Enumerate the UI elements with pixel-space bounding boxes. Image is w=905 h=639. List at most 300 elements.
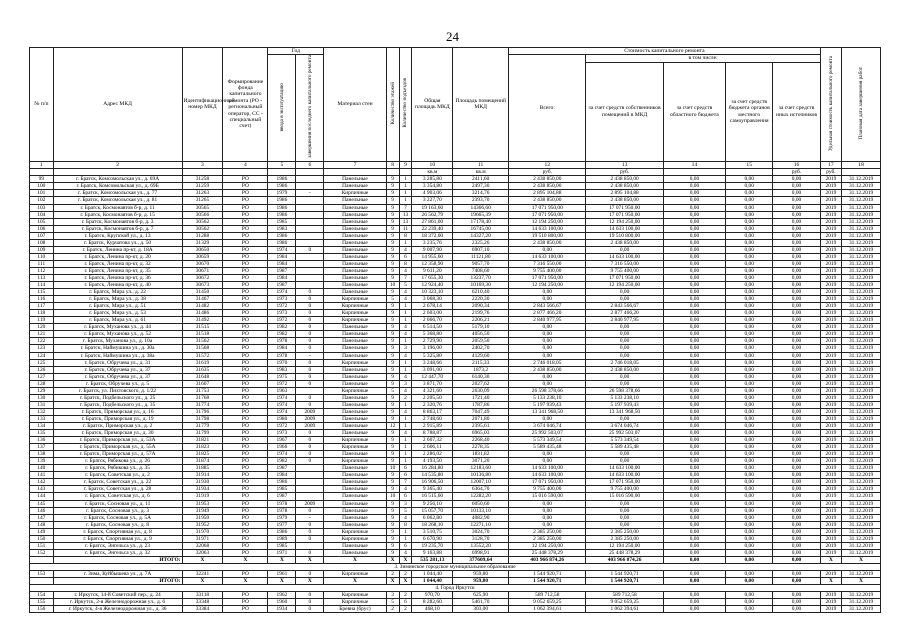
header-no: № п/п (30, 48, 54, 162)
table-cell: 31779 (182, 422, 223, 429)
column-number: 12 (509, 161, 586, 168)
table-cell: 1974 (268, 408, 296, 415)
table-cell: 31.12.2019 (842, 352, 881, 359)
table-cell: 6 670,90 (412, 535, 453, 542)
capital-repair-table (29, 47, 881, 613)
table-cell: РО (223, 211, 268, 218)
table-cell: 3128,70 (453, 535, 509, 542)
table-cell: 3 235,76 (412, 239, 453, 246)
table-cell: РО (223, 232, 268, 239)
table-cell: 2019 (820, 570, 841, 577)
table-cell: 9 755 400,00 (586, 267, 663, 274)
table-cell: 1982 (268, 324, 296, 331)
table-cell: 0,00 (663, 599, 725, 606)
table-cell: Панельные (324, 549, 386, 556)
table-cell: РО (223, 310, 268, 317)
table-cell: 16 906,50 (412, 479, 453, 486)
header-plan-date: Плановая дата завершения работ (842, 48, 881, 162)
table-cell: 8 863,17 (412, 408, 453, 415)
table-cell: 0,00 (773, 352, 820, 359)
table-cell: 10169,30 (453, 282, 509, 289)
table-cell: 17 071 950,00 (509, 479, 586, 486)
table-cell: 9 (386, 289, 399, 296)
table-cell: 2059,50 (453, 338, 509, 345)
total-cell: Х (182, 556, 223, 563)
header-address: Адрес МКД (53, 48, 182, 162)
table-cell: 3 091,00 (412, 366, 453, 373)
table-cell: г. Братск, Сосновая ул., д. 8 (53, 521, 182, 528)
table-cell: 18 372,00 (412, 232, 453, 239)
table-cell: 959,80 (453, 570, 509, 577)
table-cell: 1973 (268, 430, 296, 437)
table-cell: 9 (386, 267, 399, 274)
table-cell: 2 438 850,00 (586, 176, 663, 183)
table-cell: г. Братск, Комсомольская ул., д. 77 (53, 190, 182, 197)
total-cell: Х (386, 556, 399, 563)
table-cell: 31.12.2019 (842, 183, 881, 190)
table-cell: 32063 (182, 549, 223, 556)
table-cell: Панельные (324, 408, 386, 415)
table-cell: 0,00 (726, 331, 773, 338)
total-cell: Х (223, 556, 268, 563)
table-cell: 31.12.2019 (842, 331, 881, 338)
table-cell: 31.12.2019 (842, 486, 881, 493)
table-cell: 0,00 (726, 437, 773, 444)
table-cell: РО (223, 599, 268, 606)
table-cell: Панельные (324, 267, 386, 274)
table-cell: 131 (30, 401, 54, 408)
table-cell: 0 (296, 535, 324, 542)
table-cell: 1987 (268, 493, 296, 500)
table-cell: 2 843 566,67 (509, 303, 586, 310)
table-cell: 0,00 (726, 338, 773, 345)
total-cell: ИТОГО: (53, 556, 182, 563)
table-cell: Панельные (324, 380, 386, 387)
table-cell: 0,00 (726, 190, 773, 197)
column-number: 6 (296, 161, 324, 168)
table-cell: г. Братск, Мира ул., д. 22 (53, 289, 182, 296)
table-cell: 0,00 (773, 465, 820, 472)
table-cell: 2 748,60 (412, 415, 453, 422)
table-cell: 2019 (820, 352, 841, 359)
table-cell: 31970 (182, 528, 223, 535)
column-number: 13 (586, 161, 663, 168)
table-cell: 2019 (820, 606, 841, 613)
table-cell: 31.12.2019 (842, 176, 881, 183)
table-cell: 8 282,60 (412, 599, 453, 606)
table-cell: 2090,34 (453, 303, 509, 310)
table-cell: 7 (399, 275, 412, 282)
table-cell: 0,00 (773, 430, 820, 437)
table-cell: 6140,30 (453, 373, 509, 380)
table-cell: 0,00 (773, 366, 820, 373)
table-cell: г. Братск, Энгельса ул., д. 32 (53, 549, 182, 556)
table-cell: Бревна (брус) (324, 606, 386, 613)
table-cell: 10133,10 (453, 507, 509, 514)
table-row (30, 246, 881, 253)
table-cell: 2019 (820, 296, 841, 303)
table-cell: 1986 (268, 183, 296, 190)
table-cell: Панельные (324, 282, 386, 289)
table-cell: 0,00 (726, 401, 773, 408)
table-cell: г. Братск, Мира ул., д. 51 (53, 303, 182, 310)
table-cell: 30659 (182, 253, 223, 260)
table-row (30, 225, 881, 232)
table-cell: 149 (30, 528, 54, 535)
table-cell: 12 (386, 422, 399, 429)
table-cell: 1984 (268, 472, 296, 479)
table-cell: 31.12.2019 (842, 422, 881, 429)
table-cell: 1979 (268, 190, 296, 197)
table-cell: 1986 (268, 197, 296, 204)
table-row (30, 521, 881, 528)
table-cell: 1 (399, 190, 412, 197)
table-cell: Панельные (324, 486, 386, 493)
table-cell: 107 (30, 232, 54, 239)
table-cell: Панельные (324, 479, 386, 486)
table-cell: 0,00 (773, 422, 820, 429)
table-cell: 0,00 (509, 415, 586, 422)
table-cell: 33384 (182, 606, 223, 613)
total-cell: Х (842, 578, 881, 585)
table-cell: 31.12.2019 (842, 359, 881, 366)
table-cell: РО (223, 204, 268, 211)
table-cell: 9 (386, 486, 399, 493)
table-cell: 14 633 100,00 (509, 253, 586, 260)
table-cell: 114 (30, 282, 54, 289)
table-cell: 0,00 (773, 267, 820, 274)
table-cell: РО (223, 500, 268, 507)
table-cell: 0,00 (726, 486, 773, 493)
table-cell: 2395,61 (453, 422, 509, 429)
table-cell: 1 544 920,71 (509, 570, 586, 577)
table-cell: 3 871,70 (412, 380, 453, 387)
table-cell: Панельные (324, 345, 386, 352)
table-cell: 2 (399, 394, 412, 401)
table-cell: 31949 (182, 507, 223, 514)
table-cell: 31.12.2019 (842, 253, 881, 260)
table-cell: 0,00 (663, 211, 725, 218)
table-cell: 0,00 (773, 317, 820, 324)
table-cell: Панельные (324, 225, 386, 232)
table-cell: 2019 (820, 542, 841, 549)
table-cell: Панельные (324, 422, 386, 429)
table-cell: 31.12.2019 (842, 535, 881, 542)
table-cell: 31.12.2019 (842, 303, 881, 310)
table-row (30, 394, 881, 401)
table-cell: 0,00 (586, 500, 663, 507)
table-cell: 0,00 (586, 507, 663, 514)
table-cell: 31799 (182, 430, 223, 437)
table-cell: г. Братск, Мира ул., д. 38 (53, 296, 182, 303)
table-cell: 0,00 (663, 500, 725, 507)
table-cell: 2 729,90 (412, 338, 453, 345)
table-cell: 9 (386, 324, 399, 331)
table-cell: 31.12.2019 (842, 324, 881, 331)
table-row (30, 479, 881, 486)
table-cell: 2 (399, 592, 412, 599)
table-cell: 2019 (820, 451, 841, 458)
table-cell: 1978 (268, 500, 296, 507)
column-number: 1 (30, 161, 54, 168)
table-cell: 9 (386, 239, 399, 246)
table-cell: 4 321,60 (412, 387, 453, 394)
table-row (30, 232, 881, 239)
table-cell: 150 (30, 535, 54, 542)
table-cell: 0,00 (726, 507, 773, 514)
table-cell: 0,00 (586, 331, 663, 338)
table-cell: 31.12.2019 (842, 465, 881, 472)
table-cell: 3 510,75 (412, 528, 453, 535)
table-cell: 8 (399, 521, 412, 528)
table-cell: 9 (386, 317, 399, 324)
table-cell: 0,00 (509, 458, 586, 465)
table-cell: 5 (399, 282, 412, 289)
table-cell: 30670 (182, 260, 223, 267)
table-cell: 1974 (268, 401, 296, 408)
table-cell: 12 194 250,00 (509, 282, 586, 289)
table-cell: 1961 (268, 570, 296, 577)
table-cell: 2 438 850,00 (509, 366, 586, 373)
table-cell (296, 472, 324, 479)
table-cell: 31.12.2019 (842, 190, 881, 197)
table-cell: г. Братск, Мира ул., д. 53 (53, 310, 182, 317)
table-cell: 1973 (268, 296, 296, 303)
table-cell: 10 (386, 282, 399, 289)
table-cell: 1982 (268, 331, 296, 338)
table-cell: г. Братск, Приморская ул., д. 19 (53, 415, 182, 422)
table-cell: 31.12.2019 (842, 451, 881, 458)
table-cell: 9 (386, 408, 399, 415)
table-cell: 0,00 (773, 599, 820, 606)
table-cell: 0,00 (773, 225, 820, 232)
table-cell: 113 (30, 275, 54, 282)
table-cell: 9 (386, 260, 399, 267)
table-cell: 111 (30, 260, 54, 267)
table-cell: 0,00 (726, 387, 773, 394)
table-cell: 2019 (820, 289, 841, 296)
table-cell: 13552,20 (453, 542, 509, 549)
table-cell: 2019 (820, 507, 841, 514)
table-cell: 9 (386, 190, 399, 197)
table-cell: РО (223, 451, 268, 458)
table-cell: 106 (30, 225, 54, 232)
table-cell: 0,00 (773, 486, 820, 493)
table-row (30, 352, 881, 359)
table-cell: 31.12.2019 (842, 606, 881, 613)
table-cell: 1974 (268, 289, 296, 296)
table-cell: Кирпичные (324, 458, 386, 465)
table-cell: 0,00 (509, 521, 586, 528)
table-cell: 0 (296, 592, 324, 599)
table-cell: 13 341 968,50 (509, 408, 586, 415)
table-cell: 0,00 (663, 366, 725, 373)
table-row (30, 267, 881, 274)
table-cell: 0,00 (586, 246, 663, 253)
table-cell: 9 755 400,00 (509, 267, 586, 274)
table-cell: 1974 (268, 246, 296, 253)
table-cell: 2 840 977,95 (586, 317, 663, 324)
table-cell: 2009 (296, 500, 324, 507)
table-cell: 9 163,88 (412, 549, 453, 556)
table-cell: 0,00 (726, 430, 773, 437)
table-cell: 0 (296, 599, 324, 606)
section-row (30, 585, 881, 592)
table-cell: 2019 (820, 472, 841, 479)
table-cell: 31288 (182, 232, 223, 239)
page-number: 24 (446, 29, 459, 44)
table-row (30, 592, 881, 599)
table-cell: г. Братск, Наймушина ул., д. 30а (53, 345, 182, 352)
table-cell: РО (223, 303, 268, 310)
table-row (30, 599, 881, 606)
table-cell: 17 071 950,00 (586, 211, 663, 218)
header-premises-area: Площадь помещений МКД (453, 48, 509, 162)
table-cell: 7 316 550,00 (509, 260, 586, 267)
table-cell: 2206,21 (453, 317, 509, 324)
table-cell: 5 573 349,54 (509, 437, 586, 444)
table-cell: 0,00 (663, 465, 725, 472)
total-cell: Х (223, 578, 268, 585)
table-cell: 2019 (820, 401, 841, 408)
table-cell: 1973 (268, 310, 296, 317)
table-cell: г. Иркутск, 2-я Железнодорожная ул., д. 6 (53, 599, 182, 606)
table-cell: Панельные (324, 183, 386, 190)
table-cell: 9 (386, 211, 399, 218)
table-cell: 9 (386, 479, 399, 486)
table-cell: 4 903,06 (412, 190, 453, 197)
table-cell: 9 (386, 218, 399, 225)
table-cell: 1 (399, 528, 412, 535)
table-cell: РО (223, 472, 268, 479)
table-cell: 1985 (268, 542, 296, 549)
table-cell: 0,00 (726, 592, 773, 599)
table-cell: 15 057,70 (412, 507, 453, 514)
table-cell: 156 (30, 606, 54, 613)
table-cell: г. Братск, Советская ул., д. 22 (53, 479, 182, 486)
table-row (30, 260, 881, 267)
table-cell: 2019 (820, 493, 841, 500)
table-cell: 31.12.2019 (842, 521, 881, 528)
table-cell: г. Братск, Спортивная ул., д. 8 (53, 528, 182, 535)
table-cell: 0,00 (663, 528, 725, 535)
table-cell: 31.12.2019 (842, 549, 881, 556)
table-cell: 0,00 (773, 296, 820, 303)
table-cell: 1934 (268, 606, 296, 613)
table-cell: 31.12.2019 (842, 204, 881, 211)
table-cell: 0 (296, 570, 324, 577)
table-cell: 123 (30, 345, 54, 352)
table-cell: 1831,82 (453, 451, 509, 458)
table-cell: 3 285,80 (412, 176, 453, 183)
total-cell: ИТОГО: (53, 578, 182, 585)
table-cell: 31492 (182, 317, 223, 324)
table-cell: 2019 (820, 514, 841, 521)
table-cell: 0,00 (773, 218, 820, 225)
table-cell: 0,00 (726, 239, 773, 246)
table-cell: 2019 (820, 232, 841, 239)
table-row (30, 542, 881, 549)
unit-other: руб. (773, 168, 820, 175)
table-cell: 12 447,70 (412, 373, 453, 380)
table-cell: 31.12.2019 (842, 514, 881, 521)
table-cell: 109 (30, 246, 54, 253)
table-cell: г. Братск, Комсомольская ул., д. 81 (53, 197, 182, 204)
table-cell: РО (223, 549, 268, 556)
table-cell: 4 (399, 352, 412, 359)
table-cell: Панельные (324, 197, 386, 204)
table-cell: 14 633 100,00 (509, 465, 586, 472)
table-row (30, 253, 881, 260)
table-cell: 13 (399, 218, 412, 225)
table-cell: 2393,70 (453, 197, 509, 204)
table-cell: 140 (30, 465, 54, 472)
total-cell: Х (399, 578, 412, 585)
table-cell: 0,00 (726, 415, 773, 422)
table-cell: 1 (399, 338, 412, 345)
table-cell: 31.12.2019 (842, 317, 881, 324)
table-cell: 26 562,79 (412, 211, 453, 218)
column-number: 14 (663, 161, 725, 168)
table-cell: 15 016 590,00 (509, 493, 586, 500)
table-cell: 31950 (182, 514, 223, 521)
table-cell: Панельные (324, 451, 386, 458)
table-cell: 0,00 (726, 549, 773, 556)
table-cell: 2 385 250,00 (586, 528, 663, 535)
table-cell: 0,00 (726, 260, 773, 267)
total-cell: 1 044,40 (412, 578, 453, 585)
table-cell: 25 992 503,07 (586, 430, 663, 437)
table-row (30, 317, 881, 324)
table-cell: 2019 (820, 303, 841, 310)
table-cell: 25 448 378,29 (509, 549, 586, 556)
header-column-numbers (30, 161, 881, 168)
table-cell: 12 358,90 (412, 260, 453, 267)
table-row (30, 275, 881, 282)
table-cell: 31.12.2019 (842, 479, 881, 486)
header-incl: в том числе: (586, 55, 820, 62)
table-cell: 0,00 (586, 521, 663, 528)
table-cell: 0,00 (663, 303, 725, 310)
table-cell: Кирпичные (324, 592, 386, 599)
table-cell: 138 (30, 451, 54, 458)
table-cell: 1986 (268, 204, 296, 211)
table-cell: 134 (30, 422, 54, 429)
total-cell: Х (386, 578, 399, 585)
table-cell: 0 (296, 296, 324, 303)
table-cell: Кирпичные (324, 310, 386, 317)
column-number: 18 (842, 161, 881, 168)
table-cell: 589 712,58 (509, 592, 586, 599)
unit-total: руб. (509, 168, 586, 175)
table-cell: 5461,70 (453, 599, 509, 606)
table-cell: РО (223, 190, 268, 197)
table-cell: 125 (30, 359, 54, 366)
table-cell: 9 256,10 (412, 500, 453, 507)
table-cell: 2019 (820, 465, 841, 472)
table-cell: 2019 (820, 521, 841, 528)
total-cell: Х (268, 556, 296, 563)
table-cell: 1 544 920,71 (586, 570, 663, 577)
table-cell: 30672 (182, 275, 223, 282)
table-cell: 2268,40 (453, 437, 509, 444)
table-row (30, 289, 881, 296)
table-cell: 0,00 (773, 204, 820, 211)
table-cell: 31.12.2019 (842, 493, 881, 500)
table-cell: 133 (30, 415, 54, 422)
table-cell: 9 (386, 225, 399, 232)
table-cell: 33118 (182, 592, 223, 599)
